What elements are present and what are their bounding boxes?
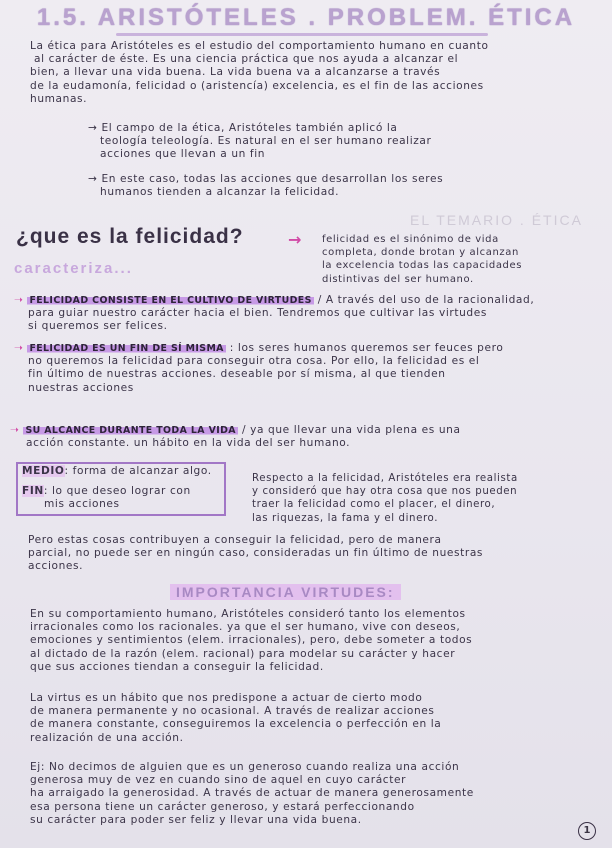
medio-text: : forma de alcanzar algo. [64,465,212,477]
respecto-line: Respecto a la felicidad, Aristóteles era realista [252,473,518,484]
arrow-icon: → [288,230,302,249]
intro-paragraph [30,40,489,106]
bullet-line: teología teleología. Es natural en el ser humano realizar [100,135,432,148]
point-line: para guiar nuestro carácter hacia el bien. Tendremos que cultivar las virtudes [28,307,487,320]
para-line: de manera constante, conseguiremos la excelencia o perfección en la [30,718,442,731]
point-line: nuestras acciones [28,381,134,394]
fin-def [22,485,191,511]
answer-line: distintivas del ser humano. [322,273,474,285]
pero-paragraph [28,534,483,574]
bullet-line: → En este caso, todas las acciones que desarrollan los seres [88,173,444,185]
intro-line: bien, a llevar una vida buena. La vida buena va a alcanzarse a través [30,66,441,79]
point-label: FELICIDAD CONSISTE EN EL CULTIVO DE VIRTUDES [29,295,312,306]
para-line: realización de una acción. [30,731,184,744]
point-line: / A través del uso de la racionalidad, [317,294,535,306]
question-heading: ¿que es la felicidad? [16,225,244,248]
point-line: fin último de nuestras acciones. deseable por sí misma, al que tienden [28,368,446,381]
virtues-paragraph-2 [30,692,441,745]
intro-line: La ética para Aristóteles es el estudio del comportamiento humano en cuanto [30,40,489,52]
para-line: su carácter para poder ser feliz y llevar una vida buena. [30,813,362,826]
pink-arrow-icon: ➝ [14,294,24,306]
importancia-heading [170,584,401,600]
para-line: de manera permanente y no ocasional. A través de realizar acciones [30,705,435,718]
fin-text-2: mis acciones [44,498,120,511]
para-line: que sus acciones tiendan a conseguir la felicidad. [30,660,324,673]
example-paragraph [30,761,474,827]
respecto-line: y consideró que hay otra cosa que nos pueden [252,486,518,498]
para-line: Ej: No decimos de alguien que es un generoso cuando realiza una acción [30,761,460,773]
point-end-in-itself [14,342,503,395]
respecto-line: traer la felicidad como el placer, el dinero, [252,499,496,511]
page-number: 1 [578,822,596,840]
point-line: acción constante. un hábito en la vida del ser humano. [26,437,351,450]
point-virtues [14,294,534,334]
point-line: si queremos ser felices. [28,320,168,333]
importancia-label: IMPORTANCIA VIRTUDES: [170,584,401,600]
respecto-line: las riquezas, la fama y el dinero. [252,512,439,524]
point-line: / ya que llevar una vida plena es una [241,424,461,436]
medio-def [22,465,212,478]
medio-label: MEDIO [22,465,65,477]
bullet-line: → El campo de la ética, Aristóteles también aplicó la [88,122,398,134]
answer-line: felicidad es el sinónimo de vida [322,234,499,245]
answer-line: completa, donde brotan y alcanzan [322,247,519,259]
pink-arrow-icon: ➝ [14,342,24,354]
para-line: emociones y sentimientos (elem. irracionales), pero, debe someter a todos [30,634,473,647]
para-line: al dictado de la razón (elem. racional) para modelar su carácter y hacer [30,647,456,660]
question-answer [322,233,522,286]
virtues-paragraph-1 [30,608,472,674]
bullet-line: humanos tienden a alcanzar la felicidad. [100,186,340,199]
intro-line: humanas. [30,92,88,105]
ghost-heading: EL TEMARIO . ÉTICA [410,212,583,228]
point-line: no queremos la felicidad para conseguir otra cosa. Por ello, la felicidad es el [28,355,480,368]
para-line: irracionales como los racionales. ya que el ser humano, vive con deseos, [30,621,461,634]
answer-line: la excelencia todas las capacidades [322,260,523,272]
bullet-teleology [88,122,431,162]
title-underline [116,33,488,36]
para-line: En su comportamiento humano, Aristóteles consideró tanto los elementos [30,608,466,620]
caracteriza-heading: caracteriza... [14,260,133,277]
point-whole-life [10,424,461,450]
para-line: ha arraigado la generosidad. A través de actuar de manera generosamente [30,787,474,800]
point-label: FELICIDAD ES UN FIN DE SÍ MISMA [29,343,224,354]
pero-line: Pero estas cosas contribuyen a conseguir la felicidad, pero de manera [28,534,442,546]
bullet-happiness [88,173,443,199]
intro-line: de la eudamonía, felicidad o (aristencía) excelencia, es el fin de las acciones [30,79,484,92]
intro-line: al carácter de éste. Es una ciencia práctica que nos ayuda a alcanzar el [34,53,459,66]
respecto-paragraph [252,472,518,525]
pero-line: parcial, no puede ser en ningún caso, consideradas un fin último de nuestras [28,547,484,560]
pero-line: acciones. [28,560,84,573]
fin-label: FIN [22,485,44,497]
para-line: La virtus es un hábito que nos predispone a actuar de cierto modo [30,692,423,704]
fin-text: : lo que deseo lograr con [43,485,191,497]
page-title: 1.5. ARISTÓTELES . PROBLEM. ÉTICA [36,4,576,31]
bullet-line: acciones que llevan a un fin [100,148,266,161]
para-line: esa persona tiene un carácter generoso, y estará perfeccionando [30,800,415,813]
para-line: generosa muy de vez en cuando sino de aquel en cuyo carácter [30,774,407,787]
point-label: SU ALCANCE DURANTE TODA LA VIDA [25,425,236,436]
pink-arrow-icon: ➝ [10,424,20,436]
point-line: : los seres humanos queremos ser feuces pero [229,342,504,354]
